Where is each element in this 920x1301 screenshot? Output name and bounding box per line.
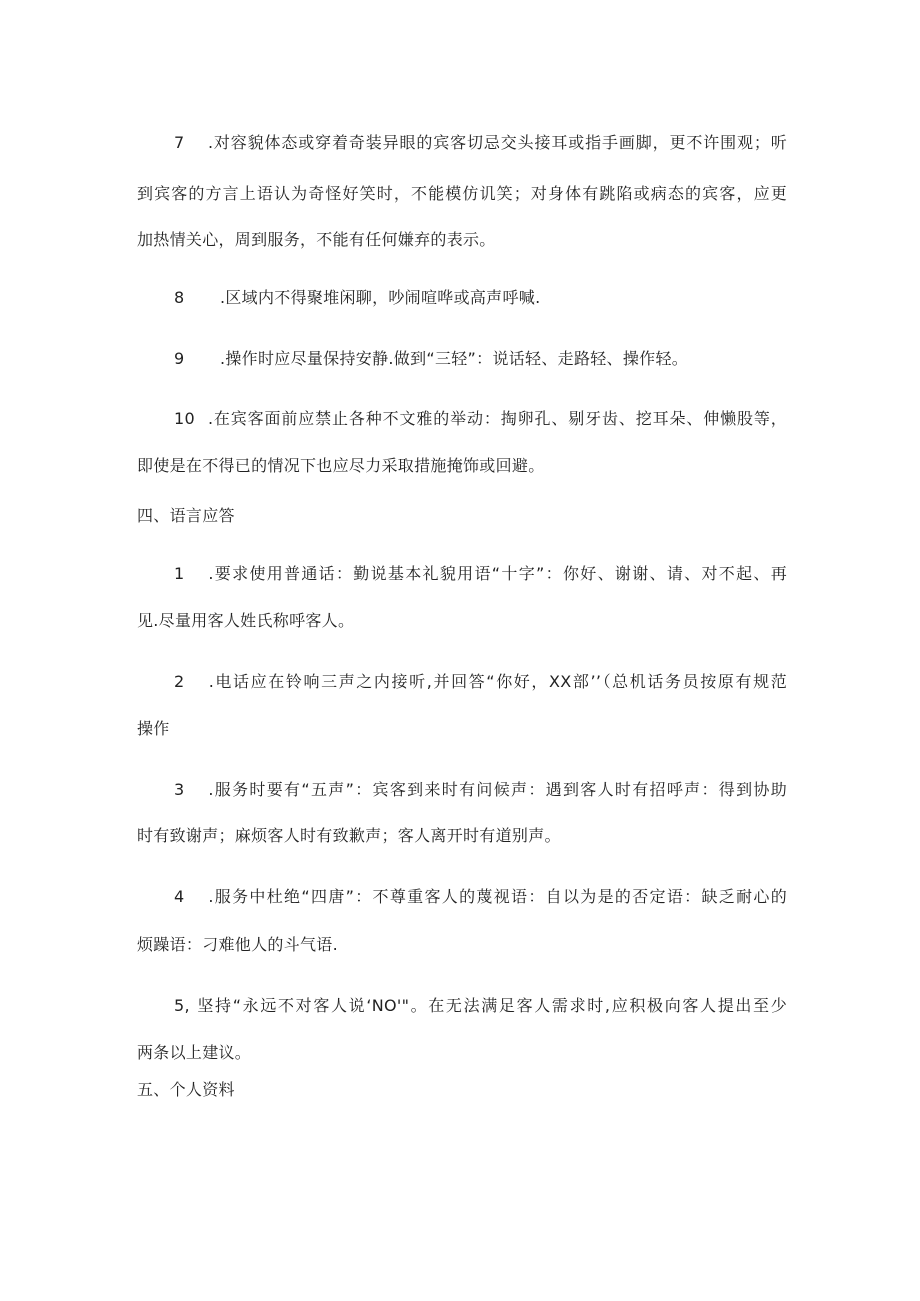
s4-item-2-line-2: 操作 [137,719,170,738]
item-8-line-1 [174,288,787,308]
item-9-line-1 [174,349,787,369]
s4-item-4-line-2: 烦躁语：刁难他人的斗气语. [137,935,338,954]
item-10-number: 10 [174,409,195,428]
item-10-text-1: .在宾客面前应禁止各种不文雅的举动：掏卵孔、剔牙齿、挖耳朵、伸懒股等， [202,409,787,428]
s4-item-5-line-2: 两条以上建议。 [137,1043,252,1062]
s4-item-1-line-1 [174,564,787,584]
item-8-number: 8 [174,288,185,307]
section-4-heading: 四、语言应答 [137,506,235,525]
item-9-number: 9 [174,349,185,368]
s4-item-3-line-2: 时有致谢声；麻烦客人时有致歉声；客人离开时有道别声。 [137,826,561,845]
s4-item-4-line-1 [174,887,787,907]
item-7-line-2: 到宾客的方言上语认为奇怪好笑时，不能模仿讥笑；对身体有跳陷或病态的宾客，应更 [137,184,787,203]
s4-item-5-number: 5, [174,996,190,1015]
item-10-line-1 [174,409,787,429]
s4-item-3-number: 3 [174,780,185,799]
s4-item-2-line-1 [174,672,787,692]
s4-item-1-number: 1 [174,564,185,583]
item-9-text-1: .操作时应尽量保持安静.做到“三轻”：说话轻、走路轻、操作轻。 [220,349,689,368]
s4-item-2-number: 2 [174,672,185,691]
section-5-heading: 五、个人资料 [137,1080,235,1099]
s4-item-1-text-1: .要求使用普通话：勤说基本礼貌用语“十字”：你好、谢谢、请、对不起、再 [202,564,787,583]
item-7-text-1: .对容貌体态或穿着奇装异眼的宾客切忌交头接耳或指手画脚，更不许围观；听 [202,133,787,152]
s4-item-5-text-1: 坚持“永远不对客人说‘NO'"。在无法满足客人需求时,应积极向客人提出至少 [196,996,787,1015]
s4-item-5-line-1 [174,996,787,1016]
item-7-line-1 [174,133,787,153]
s4-item-4-text-1: .服务中杜绝“四唐”：不尊重客人的蔑视语：自以为是的否定语：缺乏耐心的 [202,887,787,906]
s4-item-3-text-1: .服务时要有“五声”：宾客到来时有问候声：遇到客人时有招呼声：得到协助 [202,780,787,799]
item-7-number: 7 [174,133,185,152]
s4-item-3-line-1 [174,780,787,800]
s4-item-2-text-1: .电话应在铃响三声之内接听,并回答“你好，XX部’’（总机话务员按原有规范 [202,672,787,691]
item-10-line-2: 即使是在不得已的情况下也应尽力采取措施掩饰或回避。 [137,456,545,475]
item-7-line-3: 加热情关心，周到服务，不能有任何嫌弃的表示。 [137,230,496,249]
item-8-text-1: .区域内不得聚堆闲聊，吵闹喧哗或高声呼喊. [220,288,541,307]
s4-item-4-number: 4 [174,887,185,906]
s4-item-1-line-2: 见.尽量用客人姓氏称呼客人。 [137,611,355,630]
